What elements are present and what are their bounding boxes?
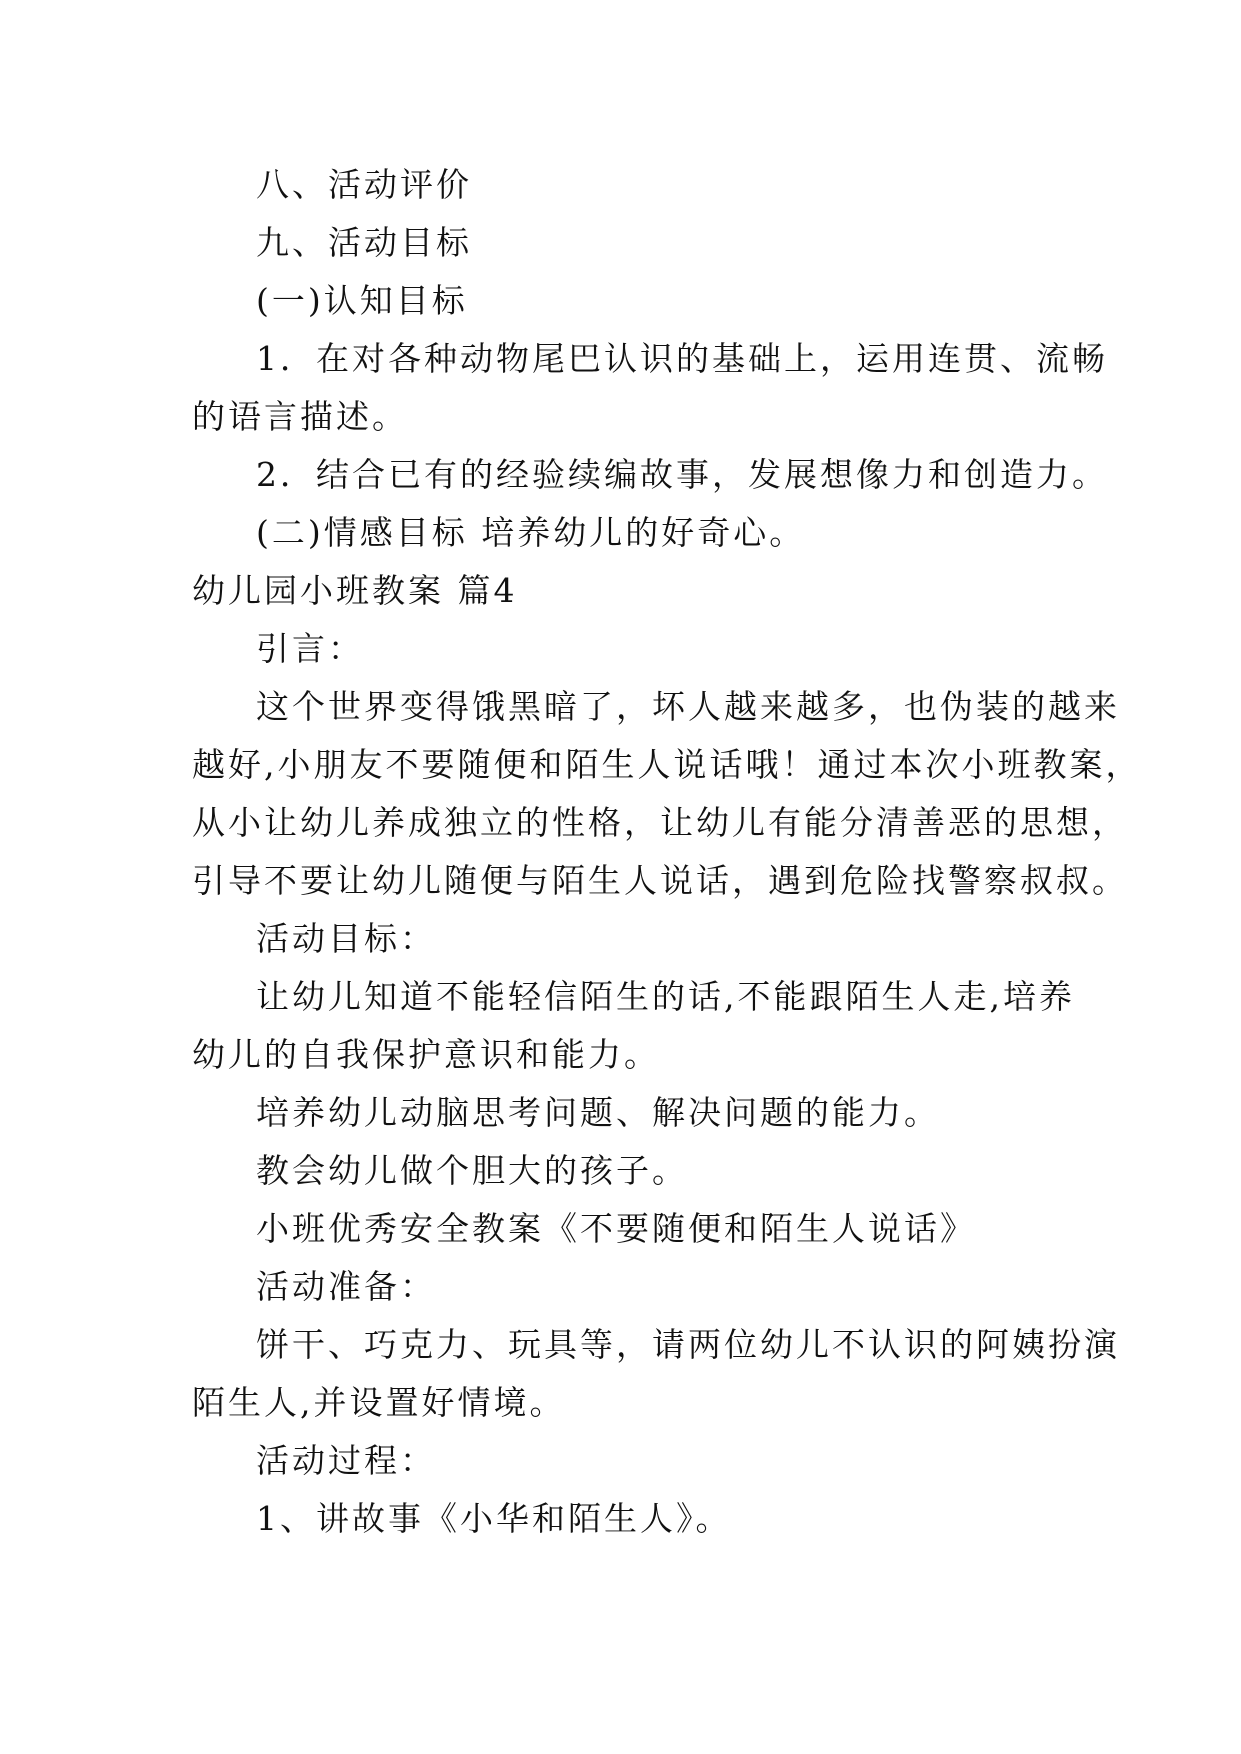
text-line: 引导不要让幼儿随便与陌生人说话，遇到危险找警察叔叔。 xyxy=(192,861,1128,900)
text-line: 饼干、巧克力、玩具等，请两位幼儿不认识的阿姨扮演 xyxy=(256,1325,1120,1364)
text-line: 活动准备： xyxy=(256,1267,436,1306)
text-line: 越好,小朋友不要随便和陌生人说话哦！通过本次小班教案， xyxy=(192,745,1142,784)
text-line: 小班优秀安全教案《不要随便和陌生人说话》 xyxy=(256,1209,976,1248)
text-line: 幼儿的自我保护意识和能力。 xyxy=(192,1035,660,1074)
text-line: 活动目标： xyxy=(256,919,436,958)
section-heading: 幼儿园小班教案 篇4 xyxy=(192,571,518,610)
text-line: 1．在对各种动物尾巴认识的基础上，运用连贯、流畅 xyxy=(256,339,1108,378)
text-line: 教会幼儿做个胆大的孩子。 xyxy=(256,1151,688,1190)
text-line: (一)认知目标 xyxy=(256,281,468,320)
text-line: 这个世界变得饿黑暗了，坏人越来越多，也伪装的越来 xyxy=(256,687,1120,726)
text-line: 2．结合已有的经验续编故事，发展想像力和创造力。 xyxy=(256,455,1108,494)
text-line: (二)情感目标 培养幼儿的好奇心。 xyxy=(256,513,806,552)
text-line: 引言： xyxy=(256,629,364,668)
text-line: 的语言描述。 xyxy=(192,397,408,436)
text-line: 陌生人,并设置好情境。 xyxy=(192,1383,566,1422)
text-line: 八、活动评价 xyxy=(256,165,472,204)
text-line: 让幼儿知道不能轻信陌生的话,不能跟陌生人走,培养 xyxy=(256,977,1075,1016)
text-line: 培养幼儿动脑思考问题、解决问题的能力。 xyxy=(256,1093,940,1132)
text-line: 1、讲故事《小华和陌生人》。 xyxy=(256,1499,732,1538)
document-body xyxy=(192,156,1142,1548)
text-line: 九、活动目标 xyxy=(256,223,472,262)
text-line: 从小让幼儿养成独立的性格，让幼儿有能分清善恶的思想， xyxy=(192,803,1128,842)
text-line: 活动过程： xyxy=(256,1441,436,1480)
